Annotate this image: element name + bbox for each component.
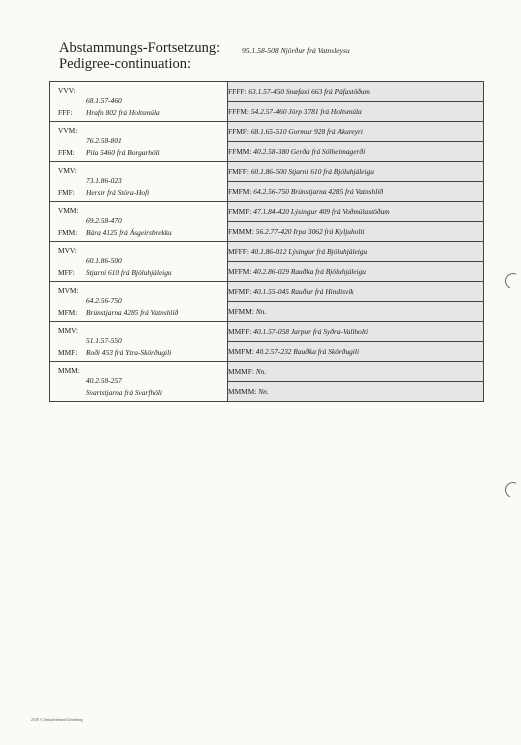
ancestor-registration: 64.2.56-750: [86, 296, 122, 305]
parent-entry: 56.2.77-420 Irpa 3062 frá Kyljuholti: [255, 227, 365, 236]
parent-code: MMMM:: [228, 387, 257, 396]
ancestor-name: Hersir frá Stóra-Hofi: [86, 188, 150, 197]
parent-entry: 40.1.86-012 Lýsingur frá Bjóluhjáleigu: [250, 247, 368, 256]
parent-cell: [228, 282, 484, 302]
parent-code: MFMM:: [228, 307, 254, 316]
pedigree-row: [50, 322, 484, 342]
parent-cell: [228, 242, 484, 262]
ancestor-code: VMV:: [58, 166, 77, 175]
ancestor-code: MVM:: [58, 286, 79, 295]
pedigree-row: [50, 202, 484, 222]
title-german: Abstammungs-Fortsetzung:: [59, 40, 221, 56]
ancestor-code-secondary: FFF:: [58, 108, 73, 117]
parent-code: FFFM:: [228, 107, 249, 116]
parent-entry: 40.1.57-058 Jarpur frá Syðra-Vallholti: [253, 327, 369, 336]
parent-entry: 60.1.86-500 Stjarni 610 frá Bjóluhjáleigu: [250, 167, 375, 176]
parent-entry: 40.2.57-232 Rauðka frá Skörðugili: [255, 347, 360, 356]
ancestor-code: VVM:: [58, 126, 78, 135]
ancestor-code: MMM:: [58, 366, 80, 375]
parent-entry: Nn.: [258, 387, 269, 396]
pedigree-row: [50, 122, 484, 142]
ancestor-cell: [50, 322, 228, 362]
punch-hole-mark: [503, 271, 521, 292]
ancestor-registration: 76.2.58-801: [86, 136, 122, 145]
ancestor-code: VMM:: [58, 206, 79, 215]
pedigree-row: [50, 282, 484, 302]
parent-code: FFMF:: [228, 127, 249, 136]
ancestor-code-secondary: MMF:: [58, 348, 78, 357]
ancestor-registration: 73.1.86-023: [86, 176, 122, 185]
parent-cell: [228, 382, 484, 402]
ancestor-code: VVV:: [58, 86, 76, 95]
ancestor-cell: [50, 242, 228, 282]
ancestor-name: Pila 5460 frá Borgarhóli: [86, 148, 160, 157]
ancestor-registration: 40.2.58-257: [86, 376, 122, 385]
parent-cell: [228, 102, 484, 122]
parent-code: FFFF:: [228, 87, 247, 96]
pedigree-row: [50, 82, 484, 102]
punch-hole-mark: [503, 480, 521, 501]
ancestor-registration: 51.1.57-550: [86, 336, 122, 345]
parent-code: MMMF:: [228, 367, 254, 376]
ancestor-registration: 68.1.57-460: [86, 96, 122, 105]
parent-code: FMFM:: [228, 187, 252, 196]
parent-code: FMFF:: [228, 167, 249, 176]
pedigree-row: [50, 162, 484, 182]
ancestor-cell: [50, 162, 228, 202]
ancestor-registration: 60.1.86-500: [86, 256, 122, 265]
parent-cell: [228, 302, 484, 322]
parent-cell: [228, 162, 484, 182]
pedigree-table: [49, 81, 484, 402]
parent-code: FFMM:: [228, 147, 252, 156]
parent-code: MMFF:: [228, 327, 252, 336]
parent-entry: 40.2.58-380 Gerða frá Sólheimagerði: [253, 147, 366, 156]
page-header: [59, 40, 220, 72]
parent-cell: [228, 322, 484, 342]
ancestor-cell: [50, 82, 228, 122]
title-english: Pedigree-continuation:: [59, 56, 192, 72]
parent-entry: 40.2.86-029 Rauðka frá Bjóluhjáleigu: [253, 267, 366, 276]
parent-cell: [228, 82, 484, 102]
parent-cell: [228, 202, 484, 222]
parent-entry: 68.1.65-510 Gormur 928 frá Akureyri: [250, 127, 363, 136]
pedigree-row: [50, 362, 484, 382]
ancestor-code-secondary: FFM:: [58, 148, 75, 157]
parent-entry: Nn.: [255, 367, 267, 376]
parent-cell: [228, 262, 484, 282]
parent-cell: [228, 222, 484, 242]
parent-entry: 47.1.84-420 Lýsingur 409 frá Voðmúlastöðum: [253, 207, 390, 216]
ancestor-code-secondary: MFM:: [58, 308, 78, 317]
ancestor-name: Stjarni 610 frá Bjóluhjáleigu: [86, 268, 172, 277]
ancestor-cell: [50, 122, 228, 162]
ancestor-cell: [50, 282, 228, 322]
ancestor-code: MVV:: [58, 246, 77, 255]
ancestor-cell: [50, 362, 228, 402]
footer-note: 25.00 © Zentralverband Göttenberg: [31, 718, 83, 722]
parent-entry: Nn.: [255, 307, 267, 316]
ancestor-name: Bára 4125 frá Ásgeirsbrekku: [86, 228, 172, 237]
parent-entry: 63.1.57-450 Snæfaxi 663 frá Páfastöðum: [248, 87, 370, 96]
parent-cell: [228, 122, 484, 142]
ancestor-registration: 69.2.58-470: [86, 216, 122, 225]
pedigree-row: [50, 242, 484, 262]
parent-code: MFFM:: [228, 267, 252, 276]
parent-cell: [228, 362, 484, 382]
ancestor-name: Brúnstjarna 4285 frá Vatnshlíð: [86, 308, 179, 317]
parent-cell: [228, 142, 484, 162]
parent-entry: 54.2.57-460 Jörp 3781 frá Holtsmúla: [250, 107, 362, 116]
ancestor-code: MMV:: [58, 326, 78, 335]
parent-code: FMMM:: [228, 227, 254, 236]
parent-cell: [228, 182, 484, 202]
horse-id: 95.1.58-508 Njörður frá Vatnsleysu: [242, 46, 350, 55]
ancestor-code-secondary: MFF:: [58, 268, 75, 277]
ancestor-cell: [50, 202, 228, 242]
parent-code: MFFF:: [228, 247, 249, 256]
parent-entry: 64.2.56-750 Brúnstjarna 4285 frá Vatnshlíð: [253, 187, 384, 196]
ancestor-name: Hrafn 802 frá Holtsmúla: [86, 108, 160, 117]
ancestor-code-secondary: FMM:: [58, 228, 78, 237]
ancestor-name: Svartstjarna frá Svarfhóli: [86, 388, 162, 397]
parent-cell: [228, 342, 484, 362]
parent-entry: 40.1.55-045 Rauður frá Hindisvík: [253, 287, 354, 296]
parent-code: FMMF:: [228, 207, 252, 216]
parent-code: MFMF:: [228, 287, 252, 296]
ancestor-name: Roði 453 frá Ytra-Skörðugili: [86, 348, 172, 357]
ancestor-code-secondary: FMF:: [58, 188, 75, 197]
parent-code: MMFM:: [228, 347, 254, 356]
